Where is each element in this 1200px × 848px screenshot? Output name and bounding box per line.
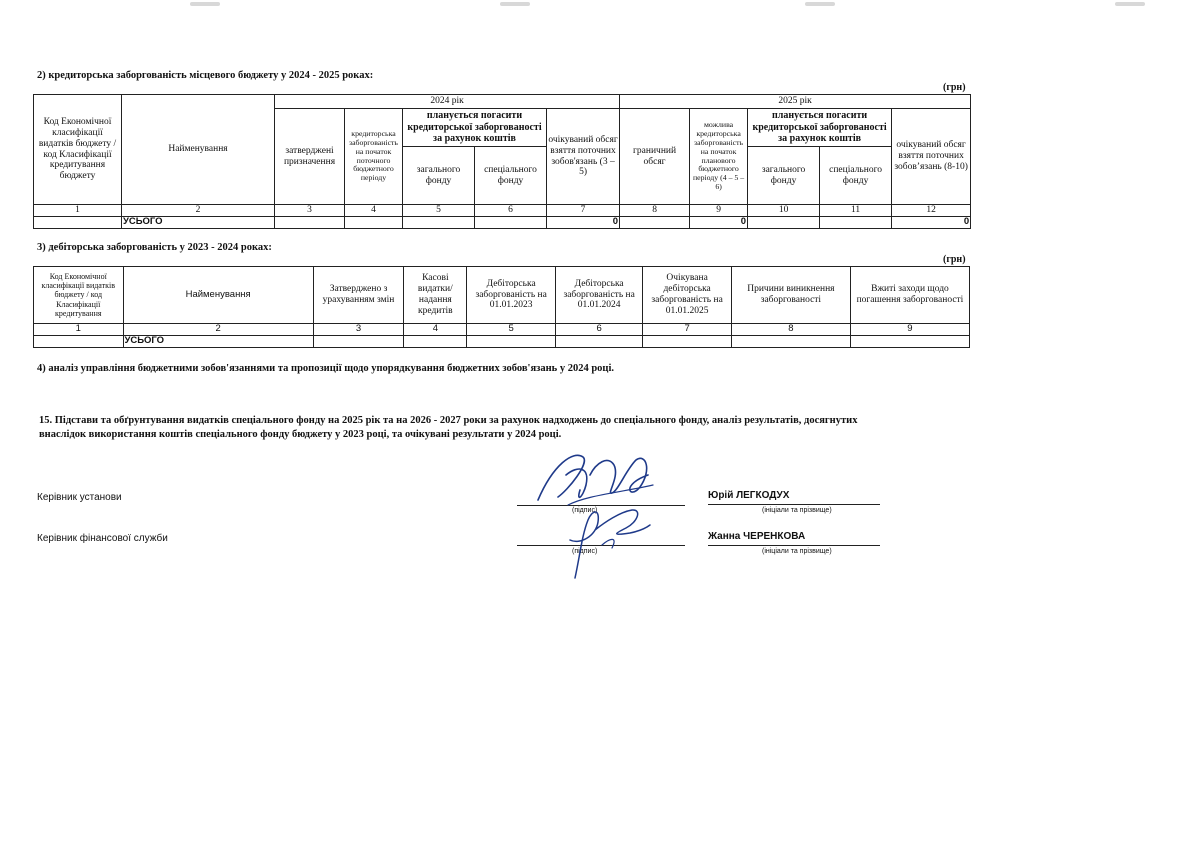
header-general-fund-2025: загального фонду — [748, 147, 820, 205]
col-number: 6 — [475, 205, 547, 217]
total-cell — [475, 217, 547, 229]
header-limit: граничний обсяг — [620, 109, 690, 205]
header-code: Код Економічної класифікації видатків бюджету / код Класифікації кредитування бюджету — [34, 95, 122, 205]
total-cell — [820, 217, 892, 229]
col-number: 9 — [850, 324, 969, 336]
header-name: Найменування — [123, 267, 313, 324]
head-name-line — [708, 504, 880, 505]
header-plan-repay-2025: планується погасити кредиторської заборгованості за рахунок коштів — [748, 109, 892, 147]
header-year-2024: 2024 рік — [275, 95, 620, 109]
head-signature-caption: (підпис) — [572, 507, 598, 514]
col-number: 9 — [690, 205, 748, 217]
total-cell — [275, 217, 345, 229]
header-expected-obligations-2025: очікуваний обсяг взяття поточних зобов’язань (8-10) — [892, 109, 971, 205]
col-number: 11 — [820, 205, 892, 217]
header-year-2025: 2025 рік — [620, 95, 971, 109]
section15-line1: 15. Підстави та обґрунтування видатків спеціального фонду на 2025 рік та на 2026 - 2027 роки за рахунок надходжень до спеціального фонду, аналіз результатів, досягнутих — [39, 415, 858, 426]
total-cell — [643, 336, 732, 348]
header-debt-start: кредиторська заборгованість на початок поточного бюджетного періоду — [345, 109, 403, 205]
header-approved: Затверджено з урахуванням змін — [313, 267, 404, 324]
finance-name-caption: (ініціали та прізвище) — [762, 548, 832, 555]
total-cell — [620, 217, 690, 229]
total-cell — [467, 336, 556, 348]
total-cell — [850, 336, 969, 348]
header-possible-debt: можлива кредиторська заборгованість на початок планового бюджетного періоду (4 – 5 – 6) — [690, 109, 748, 205]
col-number: 5 — [403, 205, 475, 217]
header-debt-2024: Дебіторська заборгованість на 01.01.2024 — [555, 267, 642, 324]
section2-unit: (грн) — [943, 82, 966, 93]
total-cell — [404, 336, 467, 348]
total-cell — [403, 217, 475, 229]
total-value: 0 — [690, 217, 748, 229]
col-number: 5 — [467, 324, 556, 336]
col-number: 2 — [122, 205, 275, 217]
scan-artifact — [1115, 2, 1145, 6]
scan-artifact — [500, 2, 530, 6]
col-number: 2 — [123, 324, 313, 336]
head-label: Керівник установи — [37, 492, 122, 503]
col-number: 3 — [275, 205, 345, 217]
section3-title: 3) дебіторська заборгованість у 2023 - 2024 роках: — [37, 242, 272, 253]
header-debt-2023: Дебіторська заборгованість на 01.01.2023 — [467, 267, 556, 324]
total-row — [34, 336, 970, 348]
total-cell — [555, 336, 642, 348]
total-cell — [731, 336, 850, 348]
header-general-fund: загального фонду — [403, 147, 475, 205]
section15-line2: внаслідок використання коштів спеціального фонду бюджету у 2023 році, та очікувані результати у 2024 році. — [39, 429, 562, 440]
total-cell — [313, 336, 404, 348]
header-code: Код Економічної класифікації видатків бюджету / код Класифікації кредитування — [34, 267, 124, 324]
header-special-fund-2025: спеціального фонду — [820, 147, 892, 205]
finance-label: Керівник фінансової служби — [37, 533, 168, 544]
section3-unit: (грн) — [943, 254, 966, 265]
col-number: 4 — [345, 205, 403, 217]
header-cash: Касові видатки/ надання кредитів — [404, 267, 467, 324]
header-plan-repay: планується погасити кредиторської заборгованості за рахунок коштів — [403, 109, 547, 147]
col-number: 12 — [892, 205, 971, 217]
header-expected-obligations: очікуваний обсяг взяття поточних зобов'язань (3 – 5) — [547, 109, 620, 205]
head-name-caption: (ініціали та прізвище) — [762, 507, 832, 514]
header-special-fund: спеціального фонду — [475, 147, 547, 205]
total-value: 0 — [547, 217, 620, 229]
total-cell — [34, 336, 124, 348]
total-value: 0 — [892, 217, 971, 229]
col-number: 1 — [34, 324, 124, 336]
creditor-debt-table — [33, 94, 971, 229]
column-number-row — [34, 205, 971, 217]
col-number: 6 — [555, 324, 642, 336]
total-label: УСЬОГО — [123, 336, 313, 348]
col-number: 8 — [731, 324, 850, 336]
header-debt-2025: Очікувана дебіторська заборгованість на 01.01.2025 — [643, 267, 732, 324]
col-number: 8 — [620, 205, 690, 217]
finance-signature — [540, 500, 660, 580]
debtor-debt-table — [33, 266, 970, 348]
head-name: Юрій ЛЕГКОДУХ — [708, 490, 790, 501]
header-approved: затверджені призначення — [275, 109, 345, 205]
finance-signature-caption: (підпис) — [572, 548, 598, 555]
header-name: Найменування — [122, 95, 275, 205]
header-reasons: Причини виникнення заборгованості — [731, 267, 850, 324]
total-cell — [34, 217, 122, 229]
col-number: 7 — [643, 324, 732, 336]
section2-title: 2) кредиторська заборгованість місцевого бюджету у 2024 - 2025 роках: — [37, 70, 374, 81]
scan-artifact — [805, 2, 835, 6]
finance-name: Жанна ЧЕРЕНКОВА — [708, 531, 806, 542]
column-number-row — [34, 324, 970, 336]
scan-artifact — [190, 2, 220, 6]
col-number: 4 — [404, 324, 467, 336]
col-number: 3 — [313, 324, 404, 336]
total-label: УСЬОГО — [122, 217, 275, 229]
col-number: 7 — [547, 205, 620, 217]
section4-title: 4) аналіз управління бюджетними зобов'язаннями та пропозиції щодо упорядкування бюджетних зобов'язань у 2024 році. — [37, 363, 615, 374]
col-number: 1 — [34, 205, 122, 217]
total-row — [34, 217, 971, 229]
total-cell — [345, 217, 403, 229]
finance-name-line — [708, 545, 880, 546]
total-cell — [748, 217, 820, 229]
header-measures: Вжиті заходи щодо погашення заборгованості — [850, 267, 969, 324]
col-number: 10 — [748, 205, 820, 217]
